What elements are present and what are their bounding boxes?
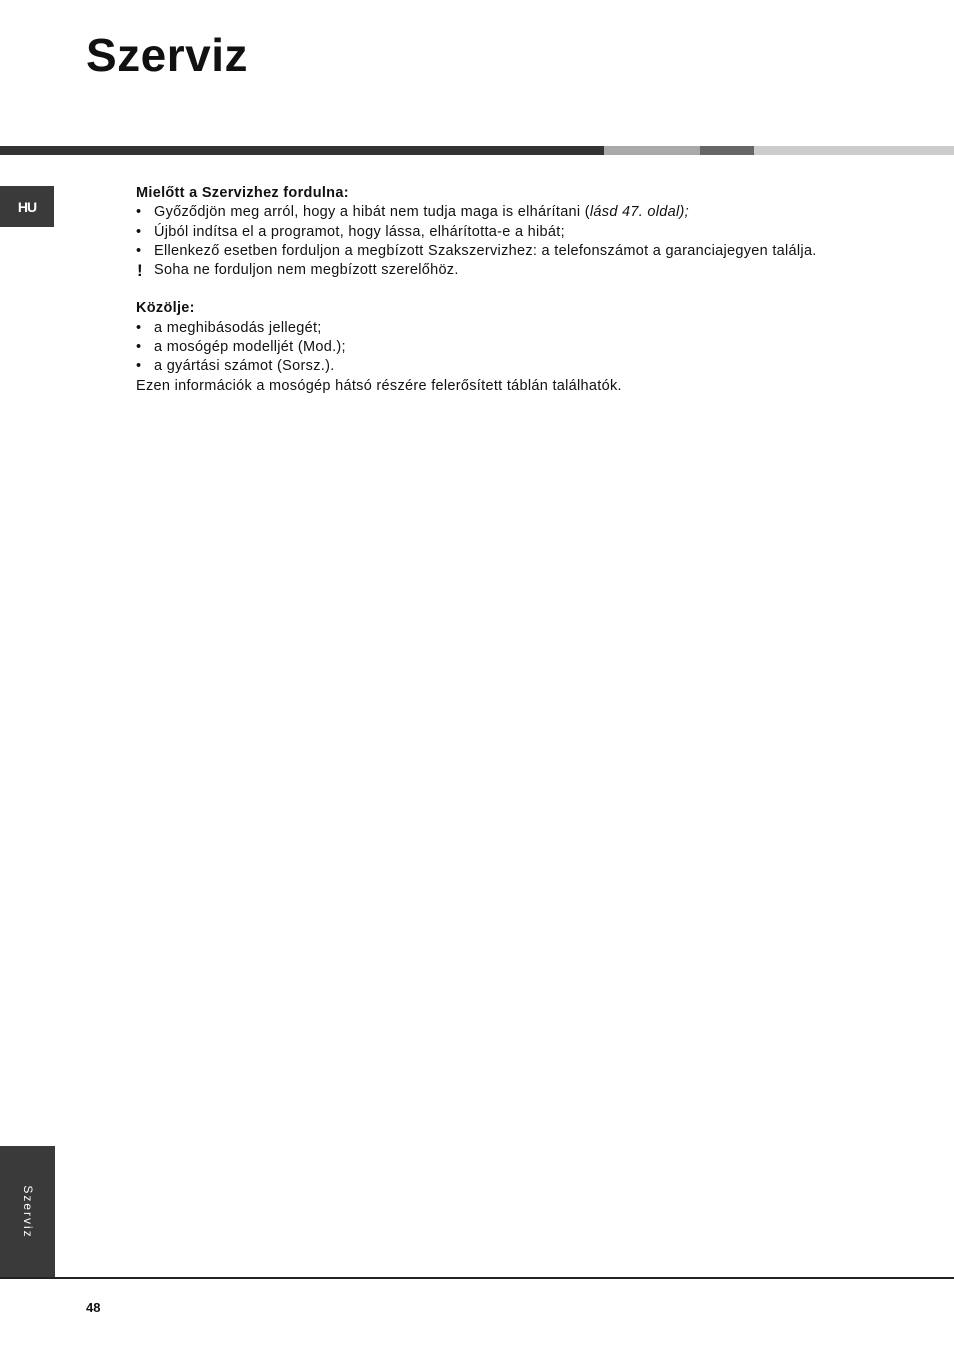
header-bar-segment	[604, 146, 700, 155]
warning-text: Soha ne forduljon nem megbízott szerelőhöz.	[154, 262, 459, 279]
language-tab-label: HU	[17, 198, 37, 215]
page-title: Szerviz	[86, 29, 249, 81]
page-reference: lásd 47. oldal);	[589, 204, 690, 221]
bullet-icon: •	[136, 319, 142, 336]
bullet-icon: •	[136, 242, 142, 259]
bullet-icon: •	[136, 223, 142, 240]
list-item	[136, 242, 896, 261]
bullet-icon: •	[136, 339, 142, 356]
list-item-text: a gyártási számot (Sorsz.).	[154, 358, 335, 375]
header-bar-segment	[700, 146, 754, 155]
warning-icon: !	[137, 261, 143, 281]
footer-rule	[0, 1277, 954, 1279]
report-heading: Közölje:	[136, 300, 195, 317]
list-item-text: a meghibásodás jellegét;	[154, 319, 322, 336]
list-item-text: Ellenkező esetben forduljon a megbízott Szakszervizhez: a telefonszámot a garanciajegyen találja.	[154, 242, 817, 259]
list-item	[136, 338, 896, 357]
header-bar-segment	[0, 146, 604, 155]
list-item	[136, 319, 896, 338]
header-bar-segment	[754, 146, 954, 155]
main-content	[136, 184, 896, 396]
report-note: Ezen információk a mosógép hátsó részére felerősített táblán találhatók.	[136, 377, 622, 394]
list-item	[136, 357, 896, 376]
warning-item	[136, 261, 896, 280]
before-service-list	[136, 203, 896, 280]
section-tab-label: Szerviz	[20, 1185, 35, 1239]
bullet-icon: •	[136, 358, 142, 375]
language-tab	[0, 186, 54, 227]
list-item-text: Győződjön meg arról, hogy a hibát nem tudja maga is elhárítani (	[154, 204, 590, 221]
bullet-icon: •	[136, 204, 142, 221]
list-item	[136, 203, 896, 222]
before-service-heading: Mielőtt a Szervizhez fordulna:	[136, 185, 349, 201]
list-item-text: a mosógép modelljét (Mod.);	[154, 339, 346, 356]
list-item-text: Újból indítsa el a programot, hogy lássa, elhárította-e a hibát;	[154, 223, 565, 240]
page-number: 48	[86, 1300, 101, 1315]
section-tab	[0, 1146, 55, 1278]
list-item	[136, 223, 896, 242]
report-list	[136, 319, 896, 377]
